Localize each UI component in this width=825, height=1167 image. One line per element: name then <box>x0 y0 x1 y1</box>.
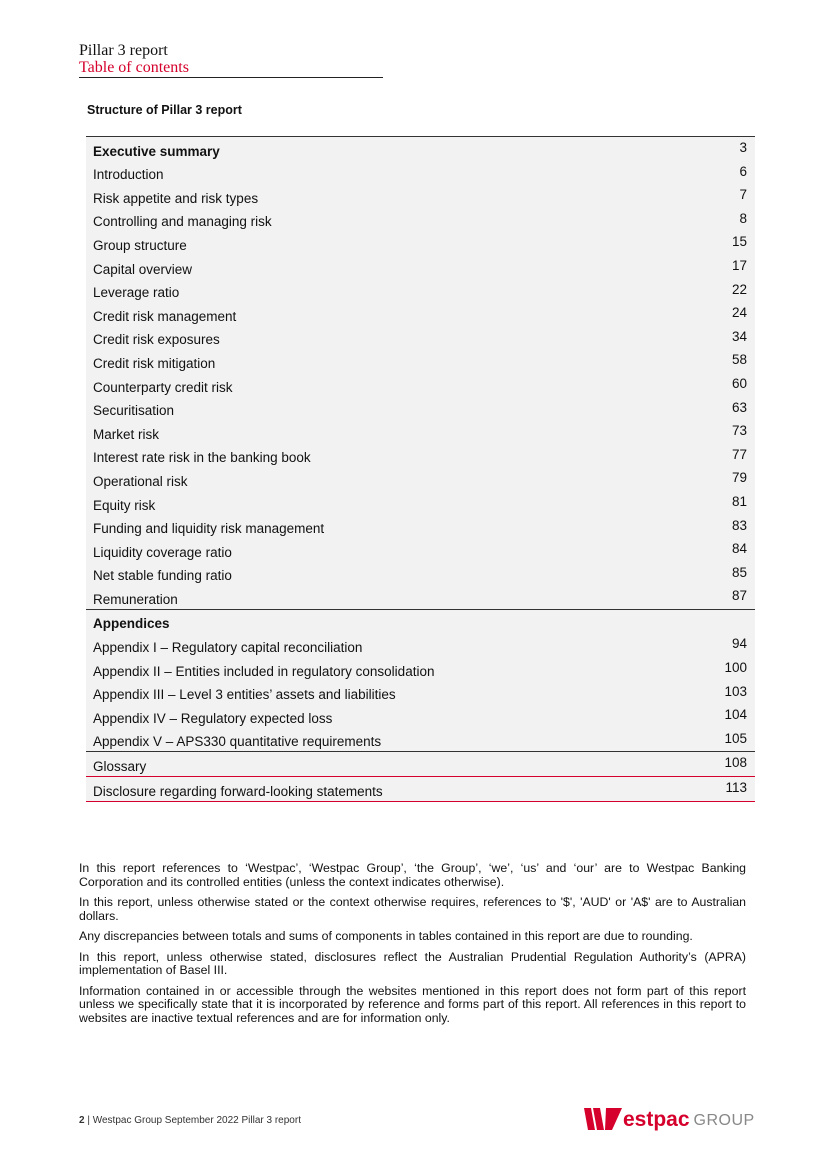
toc-entry-label: Counterparty credit risk <box>93 379 233 395</box>
toc-row[interactable] <box>86 326 755 350</box>
toc-row[interactable] <box>86 515 755 539</box>
toc-row[interactable] <box>86 255 755 279</box>
toc-entry-page: 3 <box>739 140 747 155</box>
toc-row[interactable] <box>86 681 755 705</box>
toc-entry-label: Group structure <box>93 237 187 253</box>
toc-row[interactable] <box>86 491 755 515</box>
toc-entry-page: 84 <box>731 541 747 557</box>
toc-entry-page: 105 <box>724 730 747 746</box>
toc-entry-label: Credit risk management <box>93 308 237 324</box>
toc-row[interactable] <box>86 633 755 657</box>
toc-entry-label: Securitisation <box>93 403 175 419</box>
toc-entry-label: Operational risk <box>93 473 188 489</box>
toc-entry-label: Controlling and managing risk <box>93 214 272 230</box>
toc-entry-page: 77 <box>731 446 747 462</box>
toc-row[interactable] <box>86 444 755 468</box>
logo-word: estpac <box>623 1108 690 1131</box>
toc-row[interactable] <box>86 657 755 681</box>
toc-entry-page: 7 <box>739 187 747 203</box>
toc-entry-label: Introduction <box>93 167 164 183</box>
toc-row[interactable] <box>86 585 755 609</box>
toc-row[interactable] <box>86 751 755 776</box>
westpac-logo <box>584 1104 755 1130</box>
toc-entry-page: 15 <box>731 234 747 250</box>
toc-entry-page: 103 <box>724 683 747 699</box>
toc-row[interactable] <box>86 137 755 161</box>
toc-entry-label: Interest rate risk in the banking book <box>93 450 311 466</box>
toc-entry-label: Liquidity coverage ratio <box>93 544 232 560</box>
toc-entry-page: 85 <box>731 564 747 580</box>
toc-entry-page: 63 <box>731 399 747 415</box>
note-paragraph: In this report, unless otherwise stated, disclosures reflect the Australian Prudential Regulation Authority’s (APRA) implementation of Basel III. <box>79 949 746 977</box>
toc-row[interactable] <box>86 704 755 728</box>
toc-row[interactable] <box>86 467 755 491</box>
toc-row[interactable] <box>86 302 755 326</box>
logo-group: GROUP <box>693 1112 755 1129</box>
toc-entry-label: Risk appetite and risk types <box>93 190 259 206</box>
toc-entry-label: Appendix V – APS330 quantitative requirements <box>93 734 382 750</box>
page-footer <box>79 1115 301 1126</box>
note-paragraph: In this report references to ‘Westpac’, ‘Westpac Group’, ‘the Group’, ‘we’, ‘us’ and ‘our’ are to Westpac Banking Corporation and its controlled entities (unless the context indicates otherwise). <box>79 861 746 889</box>
toc-entry-label: Executive summary <box>93 143 220 159</box>
toc-entry-page: 94 <box>731 636 747 652</box>
toc-entry-label: Appendices <box>93 616 170 632</box>
report-title: Pillar 3 report <box>79 42 168 59</box>
toc-entry-page: 34 <box>731 328 747 344</box>
toc-entry-page: 58 <box>731 352 747 368</box>
toc-entry-page: 6 <box>739 163 747 179</box>
notes-section <box>79 862 746 1032</box>
toc-row[interactable] <box>86 420 755 444</box>
section-heading: Table of contents <box>79 59 189 76</box>
toc-entry-label: Leverage ratio <box>93 285 180 301</box>
toc-row[interactable] <box>86 349 755 373</box>
toc-row[interactable] <box>86 609 755 634</box>
toc-entry-label: Equity risk <box>93 497 156 513</box>
toc-row[interactable] <box>86 373 755 397</box>
toc-row[interactable] <box>86 776 755 801</box>
toc-entry-page: 17 <box>731 257 747 273</box>
toc-entry-page: 113 <box>725 780 747 796</box>
toc-row[interactable] <box>86 538 755 562</box>
toc-entry-label: Net stable funding ratio <box>93 568 232 584</box>
toc-row[interactable] <box>86 397 755 421</box>
toc-row[interactable] <box>86 231 755 255</box>
toc-entry-page: 100 <box>724 660 747 676</box>
table-of-contents <box>86 136 755 802</box>
westpac-w-icon <box>584 1108 622 1130</box>
toc-entry-label: Appendix I – Regulatory capital reconciliation <box>93 640 363 656</box>
toc-entry-page: 60 <box>731 375 747 391</box>
toc-entry-label: Disclosure regarding forward-looking statements <box>93 783 383 799</box>
toc-row[interactable] <box>86 562 755 586</box>
toc-entry-label: Credit risk mitigation <box>93 355 216 371</box>
toc-entry-label: Capital overview <box>93 261 193 277</box>
toc-entry-page: 24 <box>731 305 747 321</box>
toc-entry-label: Funding and liquidity risk management <box>93 521 325 537</box>
toc-entry-page: 79 <box>731 470 747 486</box>
note-paragraph: In this report, unless otherwise stated or the context otherwise requires, references to '$', 'AUD' or 'A$' are to Australian dollars. <box>79 895 746 923</box>
page-number: 2 <box>79 1115 85 1126</box>
toc-entry-page: 87 <box>731 588 747 604</box>
toc-entry-label: Market risk <box>93 426 160 442</box>
toc-row[interactable] <box>86 728 755 752</box>
toc-title: Structure of Pillar 3 report <box>87 103 242 117</box>
toc-entry-label: Appendix II – Entities included in regulatory consolidation <box>93 663 435 679</box>
toc-row[interactable] <box>86 161 755 185</box>
note-paragraph: Information contained in or accessible through the websites mentioned in this report does not form part of this report unless we specifically state that it is incorporated by reference and forms part of this report. All references in this report to websites are inactive textual references and are for information only. <box>79 983 746 1025</box>
toc-entry-page: 108 <box>724 755 747 771</box>
toc-entry-page: 81 <box>731 493 747 509</box>
toc-entry-page: 8 <box>739 210 747 226</box>
toc-entry-page: 22 <box>731 281 747 297</box>
note-paragraph: Any discrepancies between totals and sums of components in tables contained in this report are due to rounding. <box>79 929 693 943</box>
toc-entry-page: 73 <box>731 423 747 439</box>
toc-entry-label: Remuneration <box>93 591 178 607</box>
toc-entry-label: Appendix IV – Regulatory expected loss <box>93 710 333 726</box>
toc-row[interactable] <box>86 208 755 232</box>
toc-entry-page: 104 <box>724 707 747 723</box>
toc-entry-label: Appendix III – Level 3 entities’ assets and liabilities <box>93 687 396 703</box>
toc-entry-page: 83 <box>731 517 747 533</box>
footer-text: | Westpac Group September 2022 Pillar 3 report <box>84 1115 301 1126</box>
toc-row[interactable] <box>86 279 755 303</box>
toc-entry-label: Glossary <box>93 759 147 775</box>
toc-entry-label: Credit risk exposures <box>93 332 220 348</box>
page-header <box>79 42 383 78</box>
toc-row[interactable] <box>86 184 755 208</box>
